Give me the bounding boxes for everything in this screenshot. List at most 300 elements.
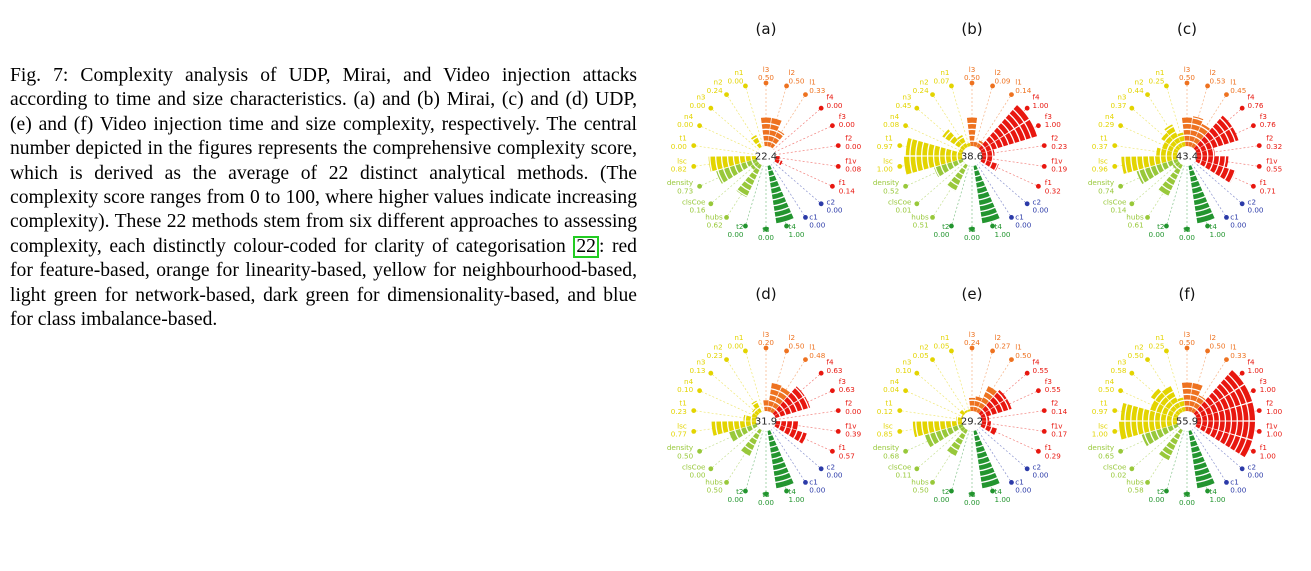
label-lsc: lsc 0.82: [670, 156, 687, 174]
dot-density: [697, 184, 702, 189]
label-f2: f2 1.00: [1266, 398, 1283, 416]
label-t1: t1 0.23: [670, 398, 687, 416]
dot-hubs: [930, 215, 935, 220]
dot-t1: [691, 143, 696, 148]
dot-n2: [1145, 92, 1150, 97]
label-f1v: f1v 0.08: [845, 156, 862, 174]
label-c1: c1 0.00: [1015, 212, 1032, 230]
dot-f2: [1257, 408, 1262, 413]
label-t3: t3 0.00: [1178, 225, 1196, 243]
label-n2: n2 0.24: [912, 77, 929, 95]
bar-band: [957, 152, 958, 156]
guide-line: [775, 146, 838, 155]
dot-lsc: [897, 164, 902, 169]
polar-chart-4: [667, 285, 862, 507]
label-t4: t4 1.00: [994, 486, 1011, 504]
label-n3: n3 0.10: [895, 357, 912, 375]
dot-f4: [1240, 106, 1245, 111]
label-t3: t3 0.00: [757, 225, 775, 243]
label-n3: n3 0.58: [1110, 357, 1127, 375]
polar-chart-3: [1088, 20, 1282, 242]
label-f1: f1 0.29: [1044, 443, 1061, 461]
panel-label: (d): [755, 285, 777, 303]
dot-f1: [1251, 449, 1256, 454]
dot-density: [903, 184, 908, 189]
dot-n3: [708, 106, 713, 111]
dot-n2: [1145, 357, 1150, 362]
complexity-score: 29.2: [960, 416, 984, 428]
label-hubs: hubs 0.51: [911, 212, 929, 230]
dot-lsc: [1112, 164, 1117, 169]
dot-n4: [903, 123, 908, 128]
label-n3: n3 0.00: [689, 92, 706, 110]
label-density: density 0.73: [666, 178, 694, 196]
label-f1: f1 0.32: [1044, 178, 1061, 196]
label-n2: n2 0.23: [706, 342, 723, 360]
dot-t2: [1164, 489, 1169, 494]
dot-t1: [897, 143, 902, 148]
label-f1v: f1v 0.19: [1051, 156, 1068, 174]
label-lsc: lsc 1.00: [876, 156, 893, 174]
label-t3: t3 0.00: [963, 225, 981, 243]
label-n3: n3 0.45: [895, 92, 912, 110]
dot-t1: [897, 408, 902, 413]
label-n1: n1 0.25: [1148, 68, 1165, 86]
polar-chart-1: [667, 20, 862, 242]
label-n2: n2 0.24: [706, 77, 723, 95]
bar-band: [751, 156, 752, 160]
label-clsCoe: clsCoe 0.16: [681, 197, 706, 215]
label-n4: n4 0.50: [1098, 376, 1115, 394]
label-f4: f4 0.63: [826, 357, 843, 375]
dot-n2: [724, 92, 729, 97]
caption-text-end: : red for feature-based, orange for linearity-based, yellow for neighbourhood-based, light green for network-based, dark green for dimensionality-based, and blue for class imbalance-based.: [10, 235, 637, 331]
label-c1: c1 0.00: [1015, 477, 1032, 495]
label-t1: t1 0.12: [876, 398, 893, 416]
label-l3: l3 0.50: [963, 65, 981, 83]
dot-n4: [697, 123, 702, 128]
panel-label: (f): [1178, 285, 1196, 303]
label-t2: t2 0.00: [1148, 221, 1165, 239]
bar-band: [780, 421, 781, 425]
label-f1: f1 0.57: [838, 443, 855, 461]
polar-chart-6: [1088, 285, 1283, 507]
label-l3: l3 0.24: [963, 330, 981, 348]
dot-t1: [1112, 408, 1117, 413]
dot-f2: [836, 143, 841, 148]
label-l2: l2 0.53: [1209, 68, 1226, 86]
dot-n2: [930, 357, 935, 362]
label-c1: c1 0.00: [1230, 212, 1247, 230]
dot-clsCoe: [1129, 201, 1134, 206]
guide-line: [700, 126, 758, 153]
dot-f1v: [1042, 164, 1047, 169]
bar-band: [1172, 421, 1173, 425]
label-n2: n2 0.05: [912, 342, 929, 360]
dot-t1: [691, 408, 696, 413]
label-l1: l1 0.50: [1015, 342, 1032, 360]
bar-band: [1201, 421, 1202, 425]
dot-clsCoe: [1129, 466, 1134, 471]
dot-f1: [1036, 449, 1041, 454]
label-density: density 0.68: [872, 443, 900, 461]
dot-n4: [697, 388, 702, 393]
label-t2: t2 0.00: [933, 221, 950, 239]
dot-t2: [743, 489, 748, 494]
label-c2: c2 0.00: [1032, 197, 1049, 215]
label-t3: t3 0.00: [757, 490, 775, 508]
label-n4: n4 0.29: [1098, 111, 1115, 129]
label-l3: l3 0.50: [1178, 330, 1196, 348]
dot-t2: [949, 224, 954, 229]
label-n1: n1 0.05: [933, 333, 950, 351]
label-t3: t3 0.00: [963, 490, 981, 508]
guide-line: [711, 108, 759, 150]
label-n1: n1 0.00: [727, 333, 744, 351]
label-l3: l3 0.50: [757, 65, 775, 83]
dot-n4: [903, 388, 908, 393]
guide-line: [711, 373, 759, 415]
label-f1v: f1v 0.39: [845, 421, 862, 439]
dot-clsCoe: [708, 201, 713, 206]
label-f2: f2 0.23: [1051, 133, 1068, 151]
bar-band: [1201, 156, 1202, 160]
dot-density: [903, 449, 908, 454]
label-c2: c2 0.00: [1032, 462, 1049, 480]
label-t4: t4 1.00: [788, 221, 805, 239]
dot-c2: [819, 466, 824, 471]
label-f1: f1 0.71: [1259, 178, 1276, 196]
dot-c1: [1224, 480, 1229, 485]
dot-c1: [1009, 480, 1014, 485]
bar-t4: [973, 164, 999, 223]
dot-lsc: [691, 164, 696, 169]
dot-hubs: [1145, 215, 1150, 220]
label-f4: f4 1.00: [1032, 92, 1049, 110]
label-n3: n3 0.13: [689, 357, 706, 375]
label-clsCoe: clsCoe 0.01: [887, 197, 912, 215]
label-l3: l3 0.50: [1178, 65, 1196, 83]
dot-t2: [949, 489, 954, 494]
dot-lsc: [897, 429, 902, 434]
label-density: density 0.74: [1087, 178, 1115, 196]
guide-line: [774, 160, 832, 187]
dot-f3: [1036, 388, 1041, 393]
bar-t4: [767, 429, 793, 488]
dot-f3: [1251, 388, 1256, 393]
bar-band: [1172, 156, 1173, 160]
guide-line: [773, 108, 821, 150]
label-f1: f1 1.00: [1259, 443, 1276, 461]
complexity-score: 22.4: [754, 151, 778, 163]
label-hubs: hubs 0.61: [1126, 212, 1144, 230]
label-t3: t3 0.00: [1178, 490, 1196, 508]
dot-c1: [1009, 215, 1014, 220]
bar-t4: [1188, 429, 1214, 488]
label-t4: t4 1.00: [788, 486, 805, 504]
dot-f1v: [1042, 429, 1047, 434]
dot-c2: [1025, 466, 1030, 471]
label-n3: n3 0.37: [1110, 92, 1127, 110]
label-n1: n1 0.00: [727, 68, 744, 86]
bar-band: [751, 421, 752, 425]
polar-chart-2: [873, 20, 1068, 242]
label-l2: l2 0.50: [1209, 333, 1226, 351]
dot-n3: [914, 371, 919, 376]
bar-t4: [767, 164, 793, 223]
dot-hubs: [724, 215, 729, 220]
dot-c2: [1240, 466, 1245, 471]
bar-band: [986, 421, 987, 425]
dot-f4: [819, 106, 824, 111]
label-lsc: lsc 0.85: [876, 421, 893, 439]
label-f3: f3 0.76: [1259, 111, 1276, 129]
label-f4: f4 1.00: [1247, 357, 1264, 375]
panel-label: (a): [755, 20, 777, 38]
dot-l1: [803, 357, 808, 362]
label-f2: f2 0.14: [1051, 398, 1068, 416]
dot-lsc: [691, 429, 696, 434]
dot-n1: [949, 349, 954, 354]
dot-f4: [1240, 371, 1245, 376]
dot-t2: [743, 224, 748, 229]
dot-f4: [1025, 106, 1030, 111]
label-n4: n4 0.04: [883, 376, 900, 394]
dot-f2: [1042, 143, 1047, 148]
dot-f1v: [836, 429, 841, 434]
dot-n1: [1164, 349, 1169, 354]
dot-n3: [708, 371, 713, 376]
dot-c1: [803, 480, 808, 485]
bar-band: [1201, 417, 1202, 421]
label-n1: n1 0.07: [933, 68, 950, 86]
dot-n2: [724, 357, 729, 362]
dot-f1v: [1257, 429, 1262, 434]
label-c1: c1 0.00: [809, 212, 826, 230]
dot-t2: [1164, 224, 1169, 229]
label-lsc: lsc 1.00: [1091, 421, 1108, 439]
label-c2: c2 0.00: [826, 462, 843, 480]
label-f2: f2 0.00: [845, 133, 862, 151]
bar-band: [957, 421, 958, 425]
dot-density: [1118, 184, 1123, 189]
dot-clsCoe: [708, 466, 713, 471]
guide-line: [700, 391, 758, 418]
label-t1: t1 0.37: [1091, 133, 1108, 151]
dot-f1v: [1257, 164, 1262, 169]
guide-line: [917, 373, 965, 415]
dot-density: [697, 449, 702, 454]
label-l1: l1 0.48: [809, 342, 826, 360]
label-f3: f3 0.63: [838, 376, 855, 394]
dot-hubs: [724, 480, 729, 485]
guide-line: [906, 391, 964, 418]
dot-n1: [743, 84, 748, 89]
dot-n4: [1118, 388, 1123, 393]
label-t4: t4 1.00: [994, 221, 1011, 239]
label-t1: t1 0.00: [670, 133, 687, 151]
bar-band: [957, 417, 958, 421]
dot-f1: [830, 449, 835, 454]
dot-f4: [819, 371, 824, 376]
label-l1: l1 0.14: [1015, 77, 1032, 95]
label-c1: c1 0.00: [1230, 477, 1247, 495]
label-t1: t1 0.97: [1091, 398, 1108, 416]
label-n4: n4 0.10: [677, 376, 694, 394]
label-f4: f4 0.00: [826, 92, 843, 110]
dot-density: [1118, 449, 1123, 454]
label-n2: n2 0.44: [1127, 77, 1144, 95]
bar-band: [1201, 152, 1202, 156]
label-f2: f2 0.32: [1266, 133, 1283, 151]
label-l2: l2 0.50: [788, 68, 805, 86]
dot-f1: [830, 184, 835, 189]
label-f1v: f1v 1.00: [1266, 421, 1283, 439]
label-clsCoe: clsCoe 0.14: [1102, 197, 1127, 215]
bar-band: [986, 417, 987, 421]
label-f3: f3 1.00: [1044, 111, 1061, 129]
complexity-score: 38.6: [960, 151, 984, 163]
dot-hubs: [930, 480, 935, 485]
label-l2: l2 0.50: [788, 333, 805, 351]
label-t1: t1 0.97: [876, 133, 893, 151]
dot-clsCoe: [914, 466, 919, 471]
dot-c1: [803, 215, 808, 220]
label-density: density 0.52: [872, 178, 900, 196]
dot-n3: [1129, 106, 1134, 111]
bar-band: [1172, 152, 1173, 156]
label-hubs: hubs 0.50: [911, 477, 929, 495]
dot-f4: [1025, 371, 1030, 376]
bar-band: [751, 417, 752, 421]
dot-f3: [1251, 123, 1256, 128]
label-f1: f1 0.14: [838, 178, 855, 196]
label-clsCoe: clsCoe 0.02: [1102, 462, 1127, 480]
label-c2: c2 0.00: [1247, 197, 1264, 215]
dot-f2: [1042, 408, 1047, 413]
label-l1: l1 0.45: [1230, 77, 1247, 95]
dot-l1: [1224, 357, 1229, 362]
dot-f1: [1251, 184, 1256, 189]
polar-chart-5: [873, 285, 1068, 507]
label-hubs: hubs 0.50: [705, 477, 723, 495]
label-density: density 0.50: [666, 443, 694, 461]
label-clsCoe: clsCoe 0.11: [887, 462, 912, 480]
dot-l1: [1009, 357, 1014, 362]
dot-n3: [914, 106, 919, 111]
label-f1v: f1v 0.17: [1051, 421, 1068, 439]
dot-f3: [830, 123, 835, 128]
label-c1: c1 0.00: [809, 477, 826, 495]
dot-clsCoe: [914, 201, 919, 206]
label-lsc: lsc 0.96: [1091, 156, 1108, 174]
dot-f1v: [836, 164, 841, 169]
dot-f3: [1036, 123, 1041, 128]
label-f3: f3 1.00: [1259, 376, 1276, 394]
dot-n3: [1129, 371, 1134, 376]
complexity-score: 55.9: [1175, 416, 1199, 428]
label-l1: l1 0.33: [1230, 342, 1247, 360]
label-f4: f4 0.55: [1032, 357, 1049, 375]
label-hubs: hubs 0.62: [705, 212, 723, 230]
label-l2: l2 0.09: [994, 68, 1011, 86]
panel-label: (e): [961, 285, 983, 303]
label-t4: t4 1.00: [1209, 486, 1226, 504]
label-lsc: lsc 0.77: [670, 421, 687, 439]
dot-c2: [1025, 201, 1030, 206]
dot-t1: [1112, 143, 1117, 148]
panel-label: (b): [961, 20, 983, 38]
dot-l1: [803, 92, 808, 97]
label-t2: t2 0.00: [727, 486, 744, 504]
dot-f1: [1036, 184, 1041, 189]
label-n2: n2 0.50: [1127, 342, 1144, 360]
dot-n1: [949, 84, 954, 89]
bar-band: [1172, 417, 1173, 421]
label-c2: c2 0.00: [826, 197, 843, 215]
bar-t4: [973, 429, 999, 488]
label-t2: t2 0.00: [727, 221, 744, 239]
label-l1: l1 0.33: [809, 77, 826, 95]
dot-c2: [1240, 201, 1245, 206]
dot-lsc: [1112, 429, 1117, 434]
label-n4: n4 0.00: [677, 111, 694, 129]
dot-n2: [930, 92, 935, 97]
label-clsCoe: clsCoe 0.00: [681, 462, 706, 480]
label-density: density 0.65: [1087, 443, 1115, 461]
bar-band: [957, 156, 958, 160]
dot-f2: [836, 408, 841, 413]
label-n1: n1 0.25: [1148, 333, 1165, 351]
label-f3: f3 0.00: [838, 111, 855, 129]
caption-text: Fig. 7: Complexity analysis of UDP, Mirai, and Video injection attacks according to time and size characteristics. (a) and (b) Mirai, (c) and (d) UDP, (e) and (f) Video injection time and size complexity, respectively. The central number depicted in the figures represents the comprehensive complexity score, which is derived as the average of 22 distinct analytical methods. (The complexity score ranges from 0 to 100, where higher values indicate increasing complexity). These 22 methods stem from six different approaches to assessing complexity, each distinctly colour-coded for clarity of categorisation: [10, 65, 637, 257]
label-t2: t2 0.00: [1148, 486, 1165, 504]
label-hubs: hubs 0.58: [1126, 477, 1144, 495]
label-l2: l2 0.27: [994, 333, 1011, 351]
label-f4: f4 0.76: [1247, 92, 1264, 110]
guide-line: [774, 126, 832, 153]
label-f2: f2 0.00: [845, 398, 862, 416]
dot-n1: [743, 349, 748, 354]
label-n4: n4 0.08: [883, 111, 900, 129]
label-f3: f3 0.55: [1044, 376, 1061, 394]
label-c2: c2 0.00: [1247, 462, 1264, 480]
dot-c2: [819, 201, 824, 206]
dot-n1: [1164, 84, 1169, 89]
dot-f3: [830, 388, 835, 393]
label-t2: t2 0.00: [933, 486, 950, 504]
guide-line: [900, 411, 963, 420]
label-l3: l3 0.20: [757, 330, 775, 348]
citation-link[interactable]: 22: [573, 236, 599, 258]
dot-f2: [1257, 143, 1262, 148]
label-t4: t4 1.00: [1209, 221, 1226, 239]
dot-l1: [1224, 92, 1229, 97]
panel-label: (c): [1177, 20, 1197, 38]
complexity-score: 43.4: [1175, 151, 1199, 163]
dot-hubs: [1145, 480, 1150, 485]
bar-band: [986, 156, 987, 160]
dot-l1: [1009, 92, 1014, 97]
guide-line: [694, 146, 757, 155]
dot-c1: [1224, 215, 1229, 220]
bar-band: [986, 152, 987, 156]
guide-line: [775, 157, 838, 166]
bar-t4: [1188, 164, 1214, 223]
dot-n4: [1118, 123, 1123, 128]
label-f1v: f1v 0.55: [1266, 156, 1283, 174]
complexity-score: 31.9: [754, 416, 778, 428]
